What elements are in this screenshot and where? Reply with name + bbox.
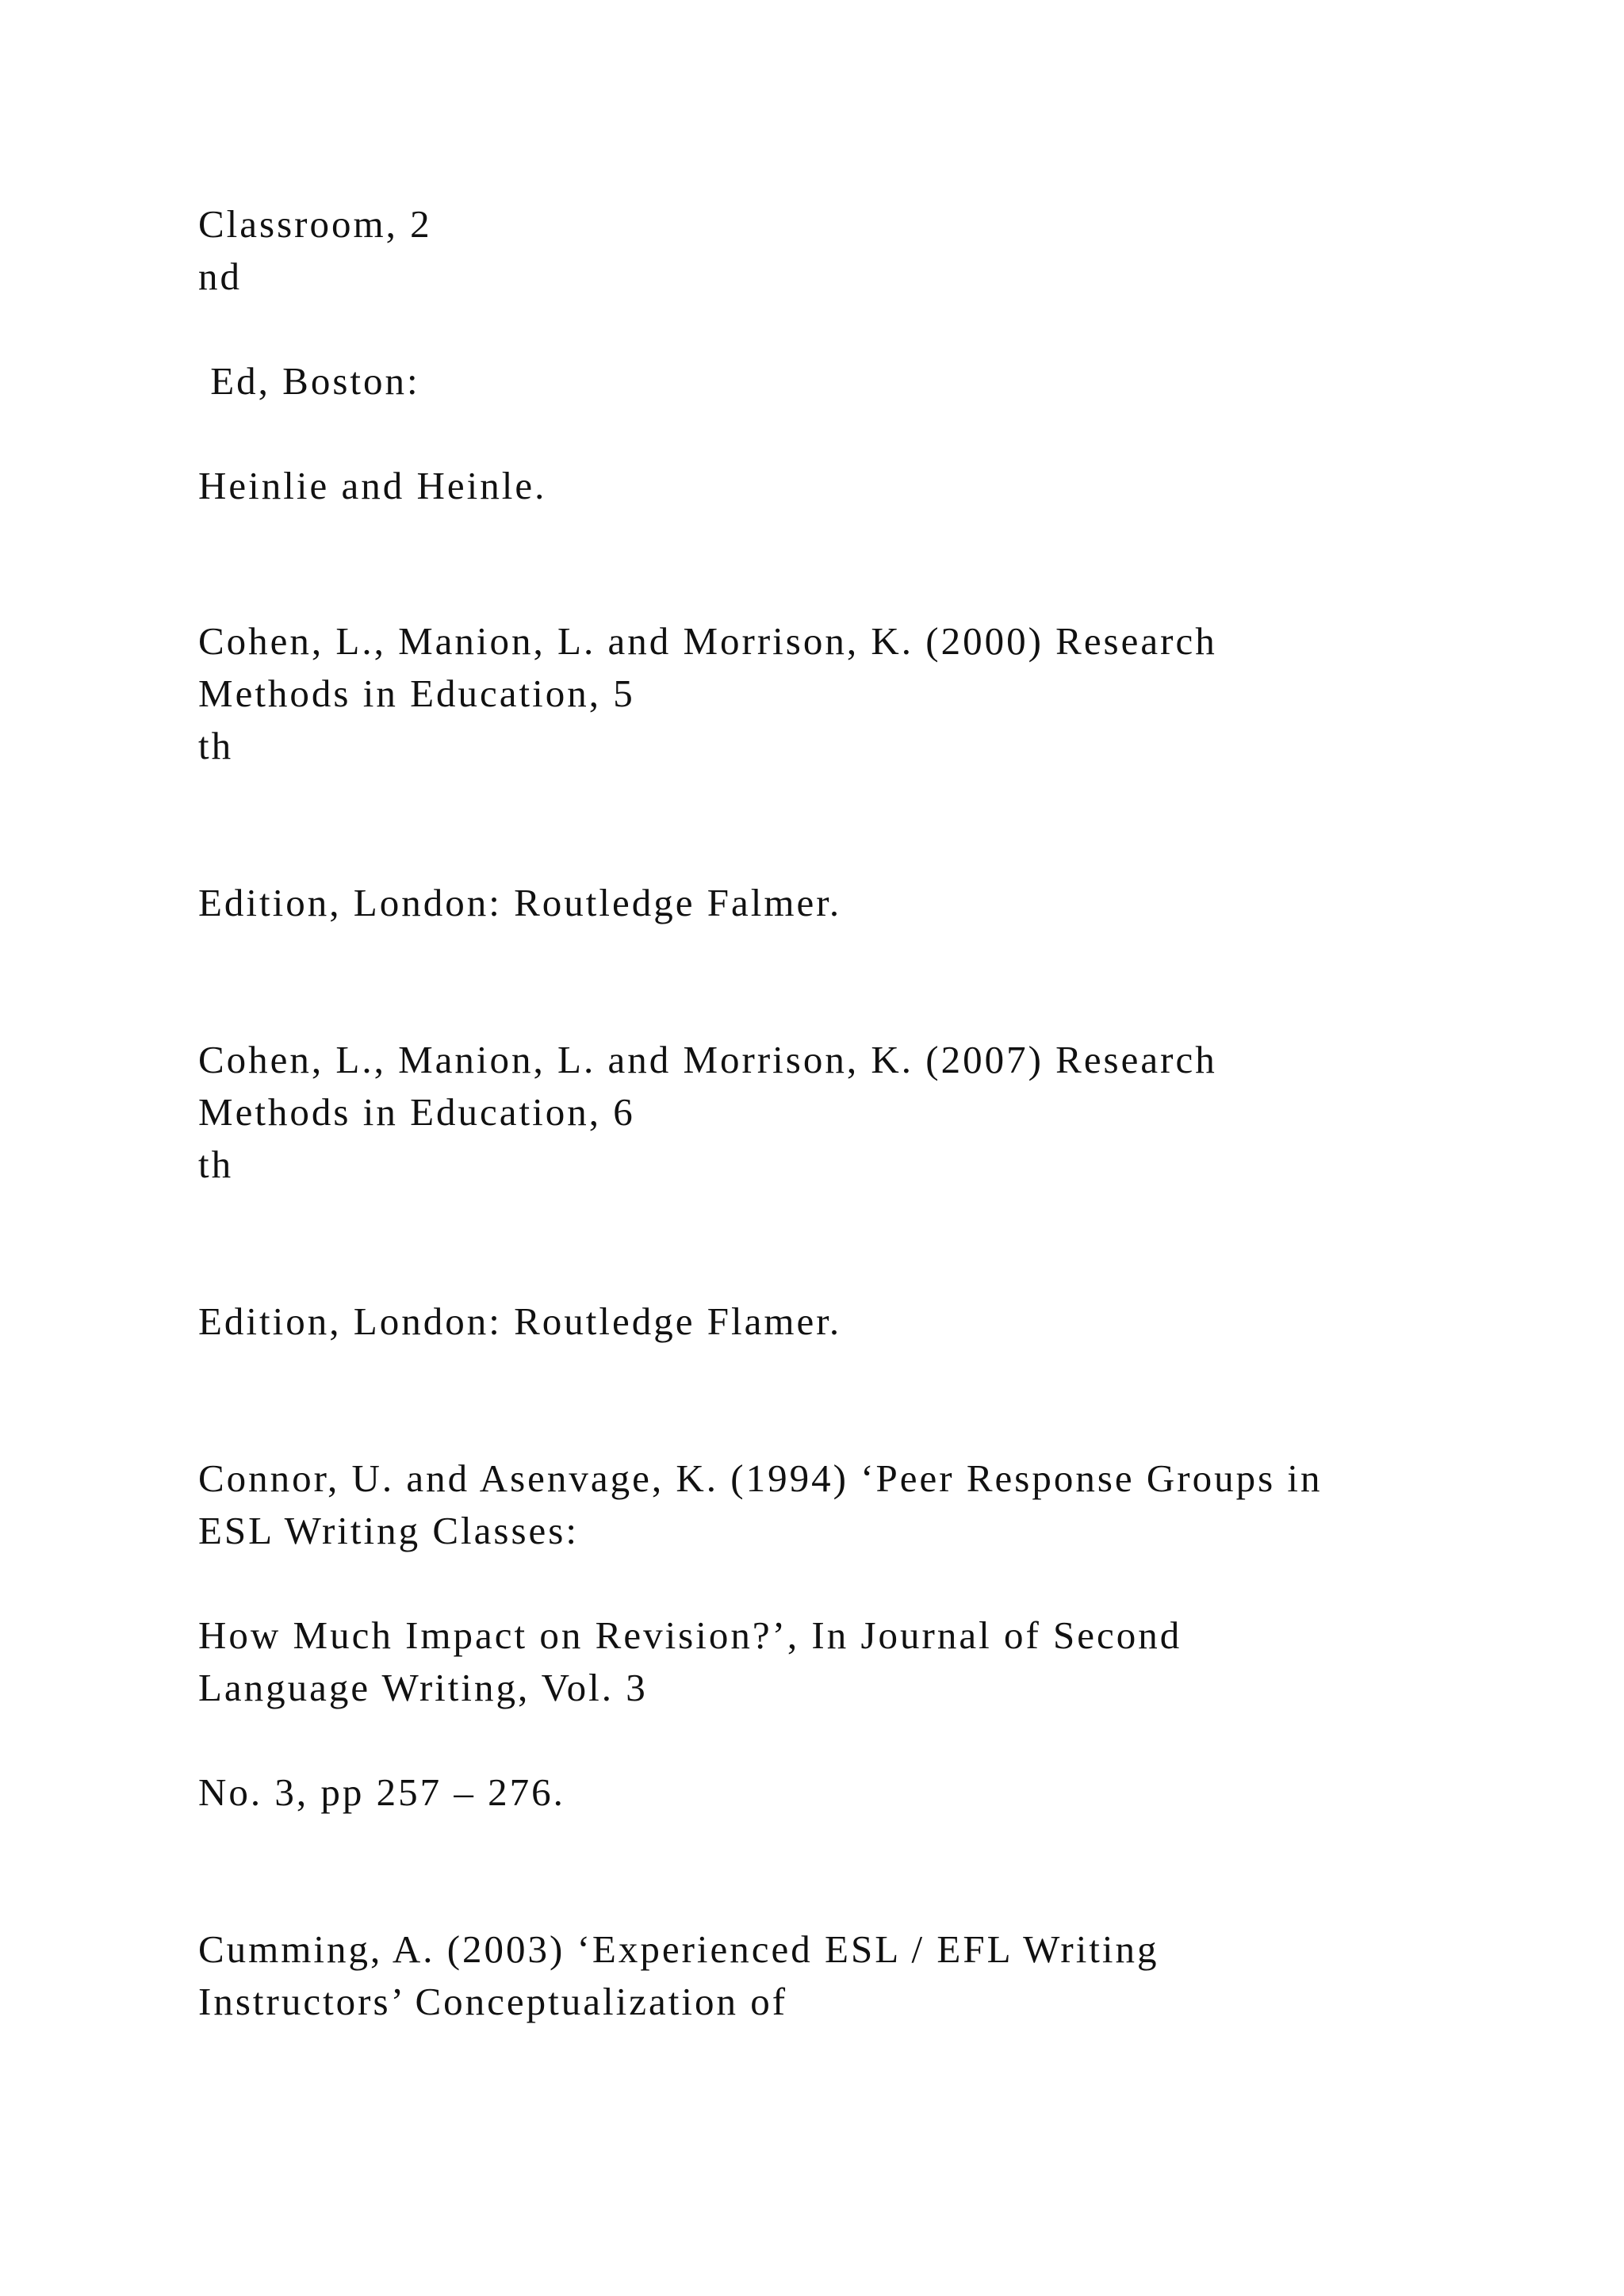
text-line: Instructors’ Conceptualization of: [198, 1980, 788, 2023]
text-line: How Much Impact on Revision?’, In Journal of Second: [198, 1613, 1182, 1657]
text-line: No. 3, pp 257 – 276.: [198, 1770, 565, 1814]
text-line: Methods in Education, 5: [198, 672, 635, 715]
text-line: Language Writing, Vol. 3: [198, 1666, 648, 1709]
text-line: th: [198, 724, 234, 767]
text-line: Cohen, L., Manion, L. and Morrison, K. (2000) Research: [198, 619, 1217, 663]
text-line: Connor, U. and Asenvage, K. (1994) ‘Peer Response Groups in: [198, 1456, 1323, 1500]
text-line: Edition, London: Routledge Falmer.: [198, 881, 842, 924]
text-line: Cohen, L., Manion, L. and Morrison, K. (2007) Research: [198, 1038, 1217, 1081]
text-line: ESL Writing Classes:: [198, 1509, 579, 1552]
text-line: Ed, Boston:: [198, 359, 420, 403]
text-line: Classroom, 2: [198, 202, 432, 246]
text-line: th: [198, 1142, 234, 1186]
text-line: nd: [198, 254, 242, 298]
text-line: Methods in Education, 6: [198, 1090, 635, 1134]
text-line: Heinlie and Heinle.: [198, 464, 547, 507]
text-line: Cumming, A. (2003) ‘Experienced ESL / EFL Writing: [198, 1927, 1159, 1971]
text-line: Edition, London: Routledge Flamer.: [198, 1299, 842, 1343]
